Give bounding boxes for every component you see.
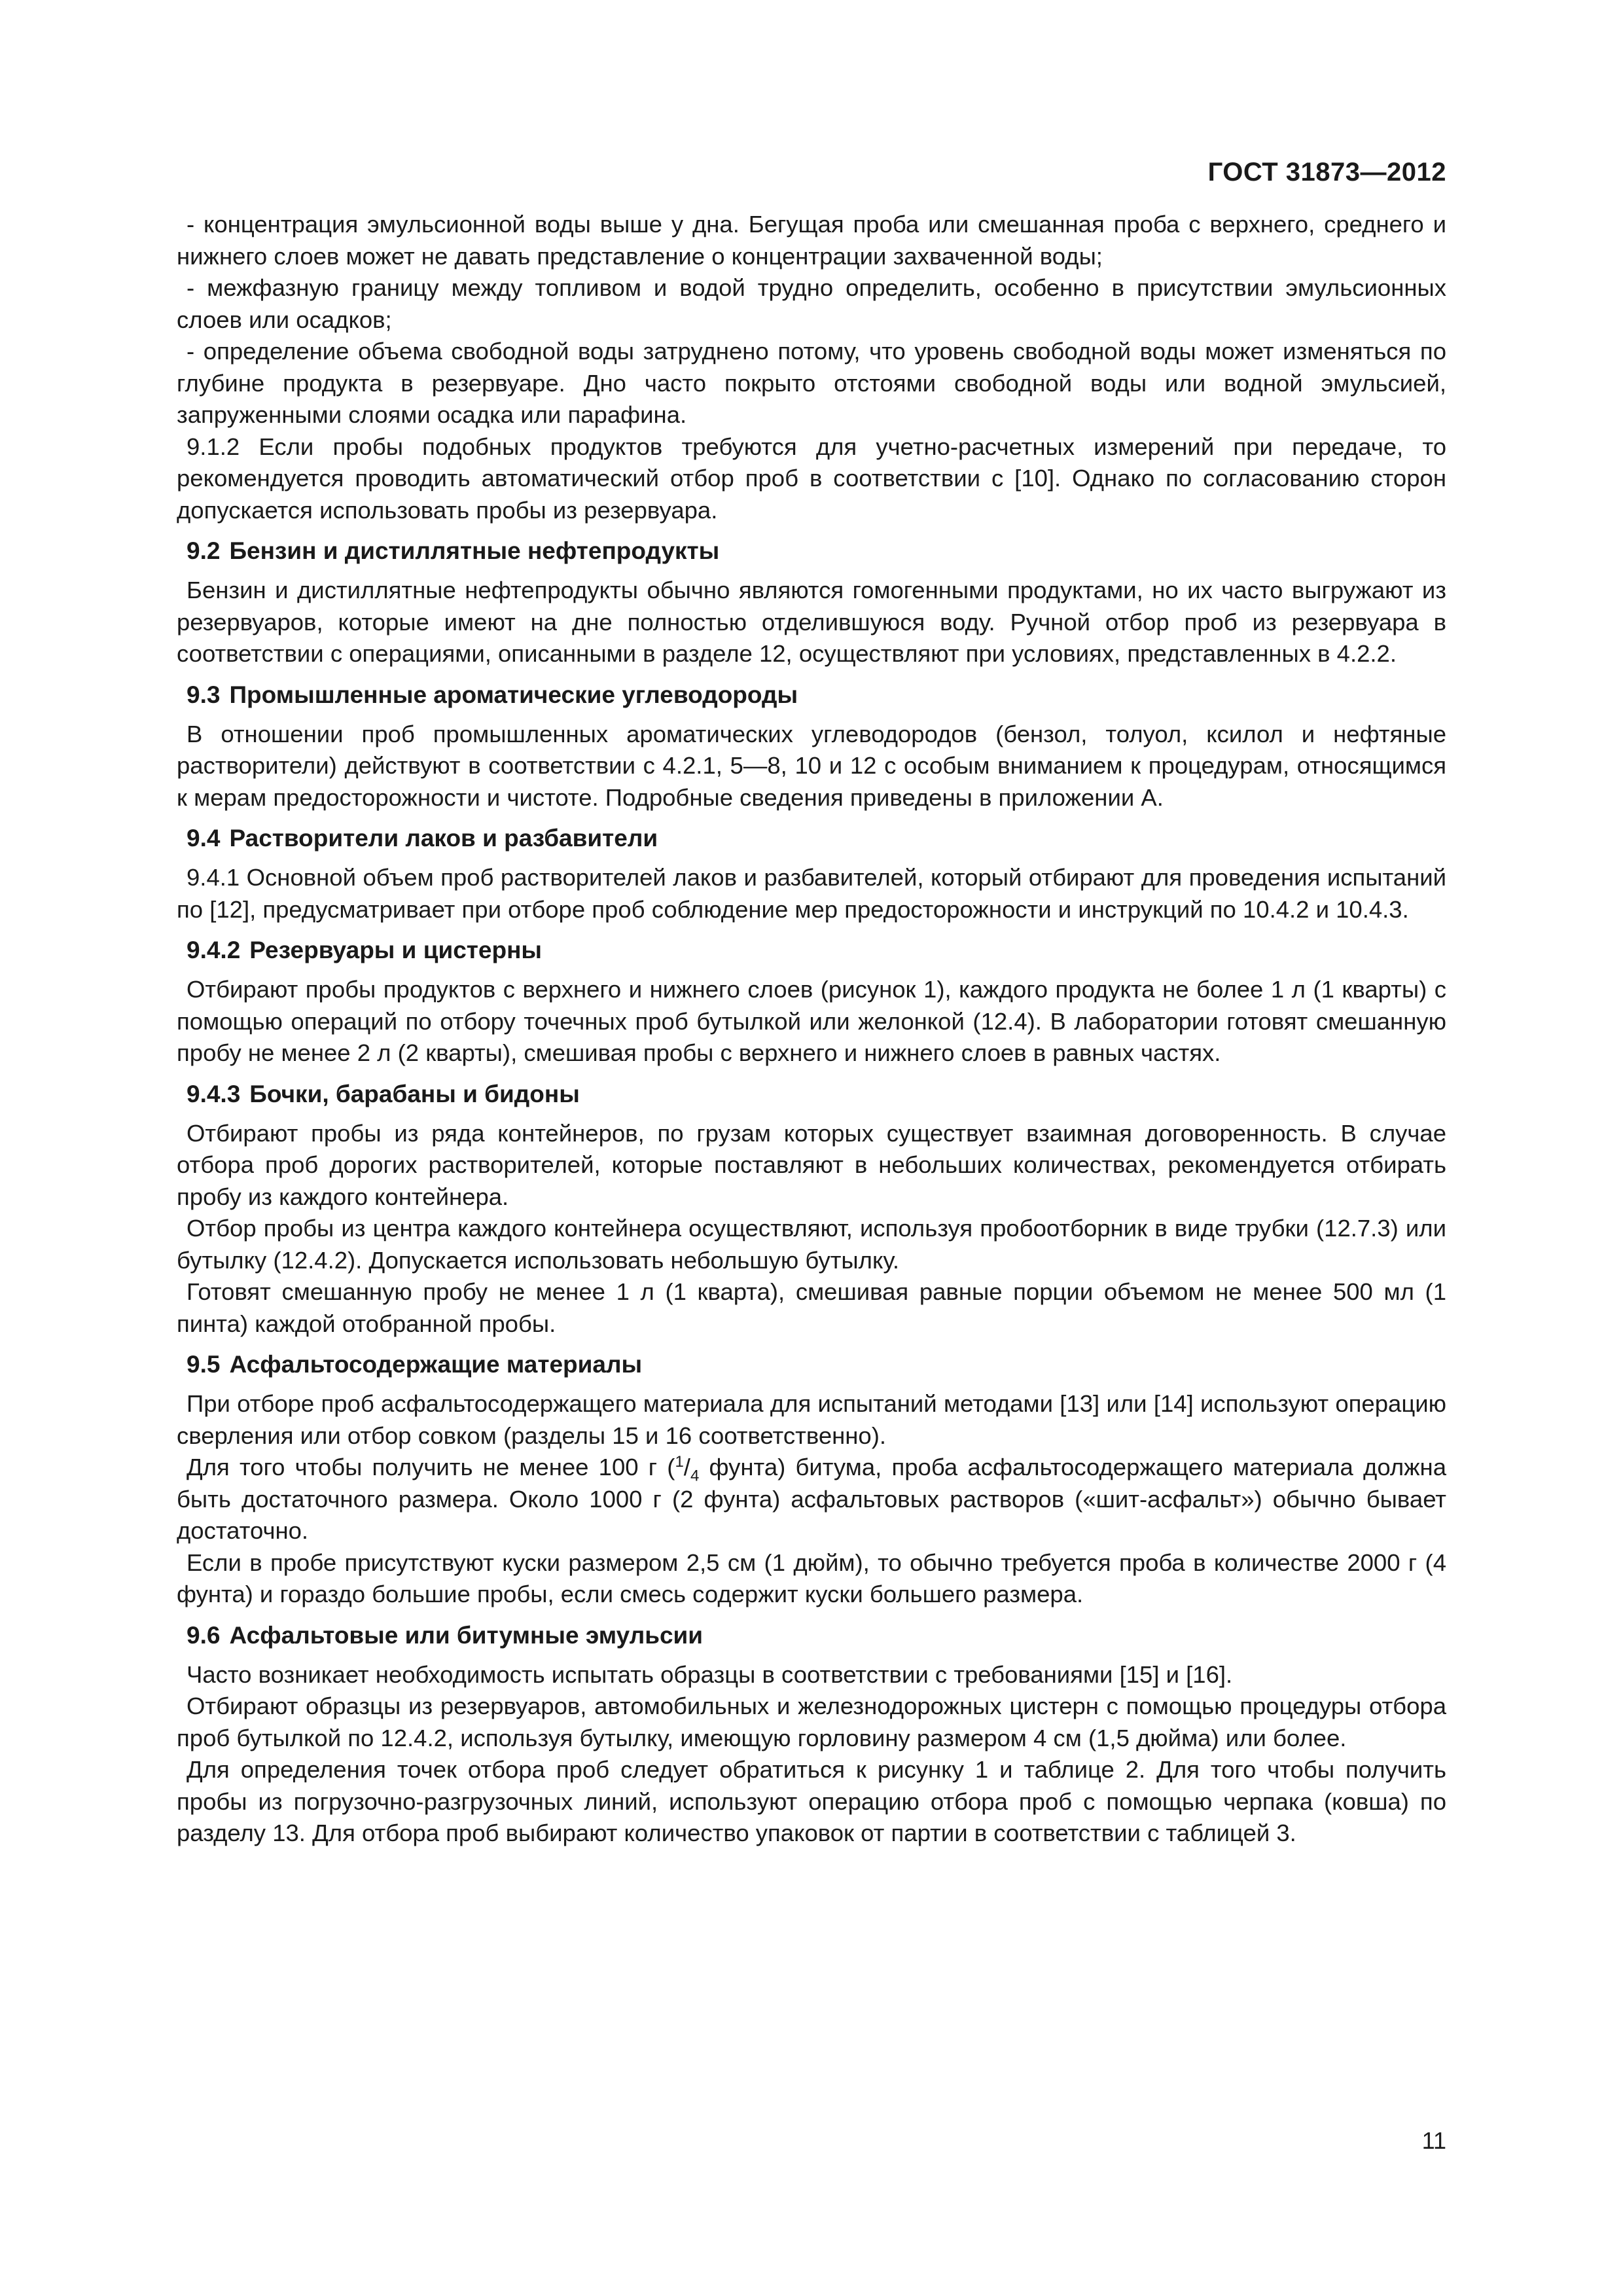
paragraph: 9.4.1 Основной объем проб растворителей лаков и разбавителей, который отбирают для проведения испытаний по [12], предусматривает при отборе проб соблюдение мер предосторожности и инструкций по 10.4.2 и 10.4.3.: [177, 864, 1446, 923]
paragraph: Отбирают пробы из ряда контейнеров, по грузам которых существует взаимная договоренность. В случае отбора проб дорогих растворителей, которые поставляют в небольших количествах, рекомендуется отбирать пробу из каждого контейнера.: [177, 1119, 1446, 1210]
section-heading: [177, 933, 1446, 967]
section-number: 9.4.2: [187, 937, 241, 963]
section-title: Асфальтовые или битумные эмульсии: [229, 1621, 704, 1649]
paragraph-text: фунта) битума, проба асфальтосодержащего материала должна быть достаточного размера. Около 1000 г (2 фунта) асфальтовых растворов («шит-асфальт») обычно бывает достаточно.: [177, 1454, 1446, 1544]
paragraph: Готовят смешанную пробу не менее 1 л (1 кварта), смешивая равные порции объемом не менее 500 мл (1 пинта) каждой отобранной пробы.: [177, 1278, 1446, 1337]
paragraph: - межфазную границу между топливом и водой трудно определить, особенно в присутствии эмульсионных слоев или осадков;: [177, 274, 1446, 333]
paragraph: В отношении проб промышленных ароматических углеводородов (бензол, толуол, ксилол и нефтяные растворители) действуют в соответствии с 4.2.1, 5—8, 10 и 12 с особым вниманием к процедурам, относящимся к мерам предосторожности и чистоте. Подробные сведения приведены в приложении А.: [177, 720, 1446, 811]
paragraph: [177, 1452, 1446, 1547]
paragraph: Для определения точек отбора проб следует обратиться к рисунку 1 и таблице 2. Для того чтобы получить пробы из погрузочно-разгрузочных линий, используют операцию отбора проб с помощью черпака (ковша) по разделу 13. Для отбора проб выбирают количество упаковок от партии в соответствии с таблицей 3.: [177, 1756, 1446, 1846]
paragraph: Отбирают пробы продуктов с верхнего и нижнего слоев (рисунок 1), каждого продукта не более 1 л (1 кварты) с помощью операций по отбору точечных проб бутылкой или желонкой (12.4). В лаборатории готовят смешанную пробу не менее 2 л (2 кварты), смешивая пробы с верхнего и нижнего слоев в равных частях.: [177, 976, 1446, 1066]
document-body: [177, 209, 1446, 1850]
paragraph: Отбор пробы из центра каждого контейнера осуществляют, используя пробоотборник в виде трубки (12.7.3) или бутылку (12.4.2). Допускается использовать небольшую бутылку.: [177, 1215, 1446, 1274]
fraction-numerator: 1: [675, 1452, 684, 1471]
section-number: 9.4.3: [187, 1080, 241, 1107]
paragraph-text: Для того чтобы получить не менее 100 г (: [187, 1454, 675, 1480]
section-number: 9.2: [187, 537, 221, 564]
section-heading: [177, 1077, 1446, 1111]
section-title: Резервуары и цистерны: [249, 937, 543, 963]
paragraph: При отборе проб асфальтосодержащего материала для испытаний методами [13] или [14] используют операцию сверления или отбор совком (разделы 15 и 16 соответственно).: [177, 1390, 1446, 1449]
page-number: 11: [1421, 2127, 1446, 2154]
section-number: 9.4: [187, 825, 221, 852]
section-heading: [177, 678, 1446, 712]
paragraph: Если в пробе присутствуют куски размером 2,5 см (1 дюйм), то обычно требуется проба в количестве 2000 г (4 фунта) и гораздо большие пробы, если смесь содержит куски большего размера.: [177, 1549, 1446, 1607]
document-code: ГОСТ 31873—2012: [1207, 158, 1446, 187]
document-page: [177, 154, 1446, 2183]
section-title: Промышленные ароматические углеводороды: [229, 681, 798, 708]
paragraph: Часто возникает необходимость испытать образцы в соответствии с требованиями [15] и [16].: [187, 1660, 1233, 1688]
paragraph: Отбирают образцы из резервуаров, автомобильных и железнодорожных цистерн с помощью процедуры отбора проб бутылкой по 12.4.2, используя бутылку, имеющую горловину размером 4 см (1,5 дюйма) или более.: [177, 1693, 1446, 1751]
section-heading: [177, 1619, 1446, 1653]
section-title: Растворители лаков и разбавители: [229, 825, 658, 852]
section-number: 9.5: [187, 1351, 221, 1378]
paragraph: Бензин и дистиллятные нефтепродукты обычно являются гомогенными продуктами, но их часто выгружают из резервуаров, которые имеют на дне полностью отделившуюся воду. Ручной отбор проб из резервуара в соответствии с операциями, описанными в разделе 12, осуществляют при условиях, представленных в 4.2.2.: [177, 577, 1446, 667]
section-heading: [177, 534, 1446, 568]
section-title: Асфальтосодержащие материалы: [229, 1351, 643, 1378]
section-heading: [177, 821, 1446, 855]
paragraph: - концентрация эмульсионной воды выше у дна. Бегущая проба или смешанная проба с верхнего, среднего и нижнего слоев может не давать представление о концентрации захваченной воды;: [177, 211, 1446, 270]
paragraph: - определение объема свободной воды затруднено потому, что уровень свободной воды может изменяться по глубине продукта в резервуаре. Дно часто покрыто отстоями свободной воды или водной эмульсией, запруженными слоями осадка или парафина.: [177, 338, 1446, 428]
section-title: Бочки, барабаны и бидоны: [249, 1080, 580, 1107]
fraction-slash: /: [683, 1454, 690, 1480]
paragraph: 9.1.2 Если пробы подобных продуктов требуются для учетно-расчетных измерений при передаче, то рекомендуется проводить автоматический отбор проб в соответствии с [10]. Однако по согласованию сторон допускается использовать пробы из резервуара.: [177, 433, 1446, 524]
section-title: Бензин и дистиллятные нефтепродукты: [229, 537, 720, 564]
section-number: 9.3: [187, 681, 221, 708]
fraction-denominator: 4: [690, 1467, 700, 1485]
section-heading: [177, 1348, 1446, 1382]
section-number: 9.6: [187, 1621, 221, 1649]
